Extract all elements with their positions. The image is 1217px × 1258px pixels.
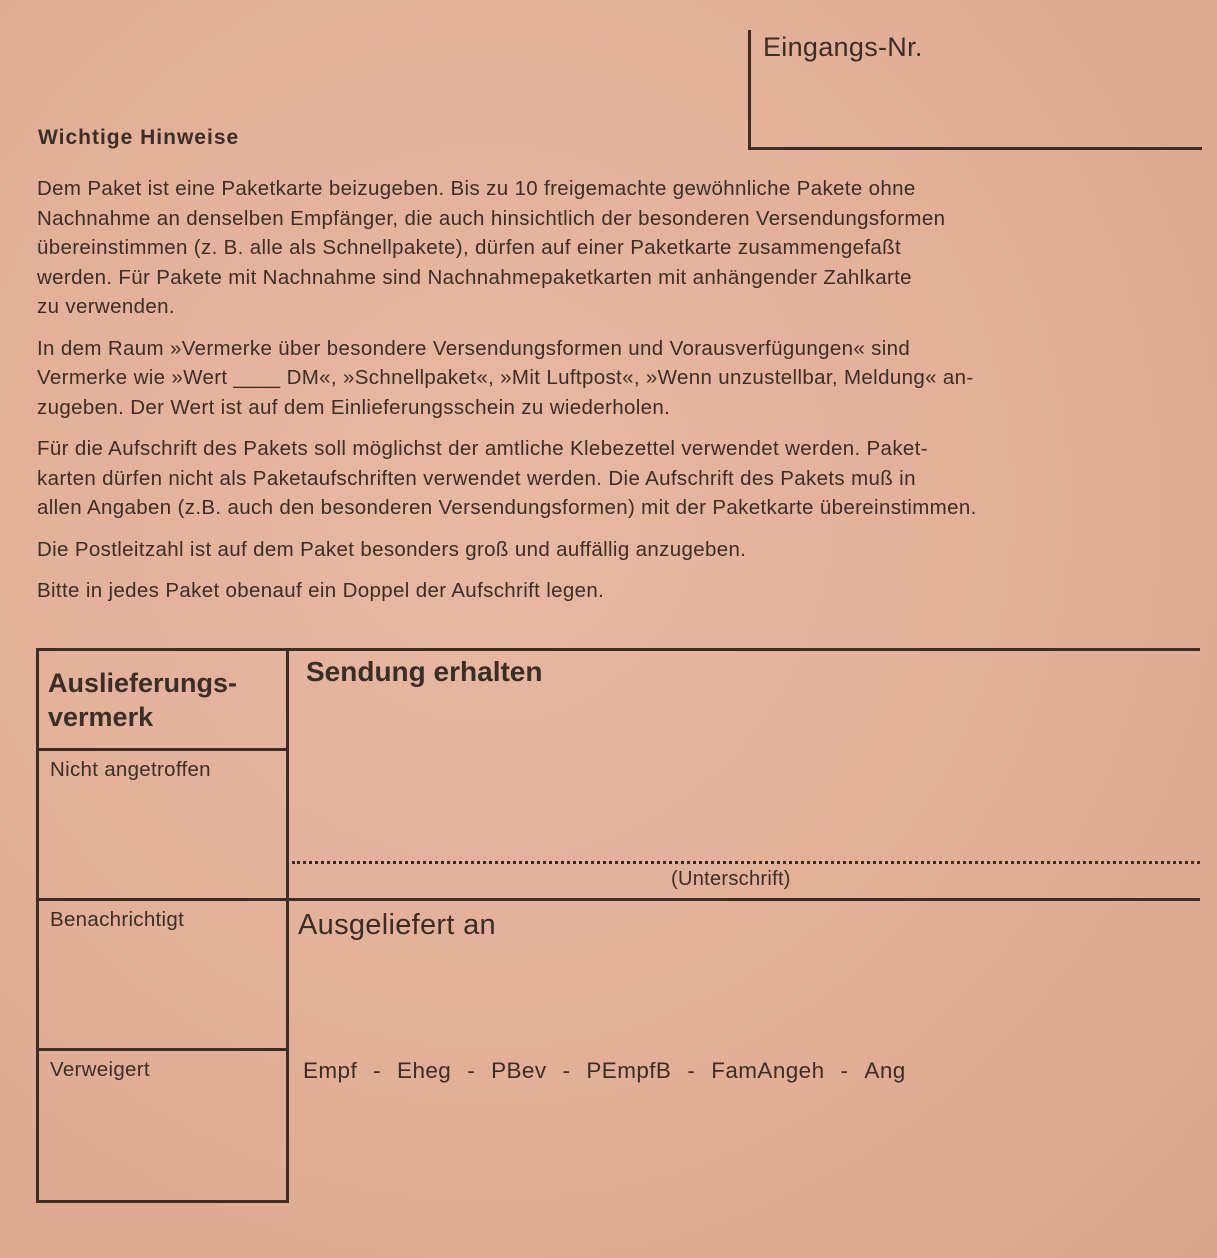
note-line: Vermerke wie »Wert ____ DM«, »Schnellpaket«, »Mit Luftpost«, »Wenn unzustellbar, Meldung« an- — [37, 366, 974, 389]
note-line: Bitte in jedes Paket obenauf ein Doppel der Aufschrift legen. — [37, 579, 605, 602]
note-line: allen Angaben (z.B. auch den besonderen Versendungsformen) mit der Paketkarte übereinstimmen. — [37, 496, 977, 519]
note-line: karten dürfen nicht als Paketaufschriften verwendet werden. Die Aufschrift des Pakets muß in — [37, 466, 916, 490]
ausgeliefert-an-label: Ausgeliefert an — [298, 909, 496, 941]
auslieferungsvermerk-label — [48, 666, 237, 734]
row-divider — [36, 748, 288, 751]
nicht-angetroffen-label: Nicht angetroffen — [50, 758, 211, 781]
option-empf: Empf — [303, 1058, 358, 1083]
notes-heading: Wichtige Hinweise — [38, 126, 240, 149]
table-border-left — [36, 648, 39, 1203]
option-separator: - — [687, 1058, 696, 1083]
recipient-options — [303, 1058, 906, 1084]
note-line: zugeben. Der Wert ist auf dem Einlieferungsschein zu wiederholen. — [37, 395, 671, 419]
note-line: werden. Für Pakete mit Nachnahme sind Nachnahmepaketkarten mit anhängender Zahlkarte — [37, 265, 912, 289]
note-line: Dem Paket ist eine Paketkarte beizugeben. Bis zu 10 freigemachte gewöhnliche Pakete ohne — [37, 177, 916, 200]
unterschrift-label: (Unterschrift) — [671, 868, 791, 890]
note-line: Für die Aufschrift des Pakets soll möglichst der amtliche Klebezettel verwendet werden. Paket- — [37, 437, 928, 460]
sendung-erhalten-label: Sendung erhalten — [306, 656, 543, 687]
note-paragraph — [37, 576, 1187, 606]
note-paragraph — [37, 334, 1187, 423]
note-line: übereinstimmen (z. B. alle als Schnellpakete), dürfen auf einer Paketkarte zusammengefaßt — [37, 236, 902, 259]
verweigert-label: Verweigert — [50, 1058, 150, 1081]
table-border-top — [36, 648, 1200, 651]
option-separator: - — [467, 1058, 476, 1083]
note-line: Nachnahme an denselben Empfänger, die auch hinsichtlich der besonderen Versendungsformen — [37, 206, 946, 230]
option-pempfb: PEmpfB — [586, 1058, 672, 1083]
label-line: vermerk — [48, 702, 154, 732]
delivery-table — [36, 648, 1200, 1203]
option-separator: - — [562, 1058, 571, 1083]
note-paragraph — [37, 174, 1187, 322]
option-famangeh: FamAngeh — [711, 1058, 825, 1083]
notes-section — [37, 174, 1187, 618]
eingangs-nr-box — [748, 30, 1202, 150]
option-pbev: PBev — [491, 1058, 547, 1083]
note-paragraph — [37, 434, 1187, 523]
note-line: Die Postleitzahl ist auf dem Paket besonders groß und auffällig anzugeben. — [37, 537, 747, 561]
benachrichtigt-label: Benachrichtigt — [50, 908, 185, 931]
table-border-bottom — [36, 1200, 288, 1203]
note-line: In dem Raum »Vermerke über besondere Versendungsformen und Vorausverfügungen« sind — [37, 336, 911, 360]
label-line: Auslieferungs- — [48, 668, 238, 698]
option-separator: - — [373, 1058, 382, 1083]
note-line: zu verwenden. — [37, 295, 175, 318]
option-separator: - — [840, 1058, 849, 1083]
eingangs-nr-label: Eingangs-Nr. — [763, 32, 923, 62]
option-eheg: Eheg — [397, 1058, 452, 1083]
signature-line — [292, 861, 1200, 864]
table-column-divider — [286, 648, 289, 1203]
row-divider — [36, 898, 1200, 901]
note-paragraph — [37, 535, 1187, 565]
row-divider — [36, 1048, 288, 1051]
option-ang: Ang — [864, 1058, 906, 1083]
